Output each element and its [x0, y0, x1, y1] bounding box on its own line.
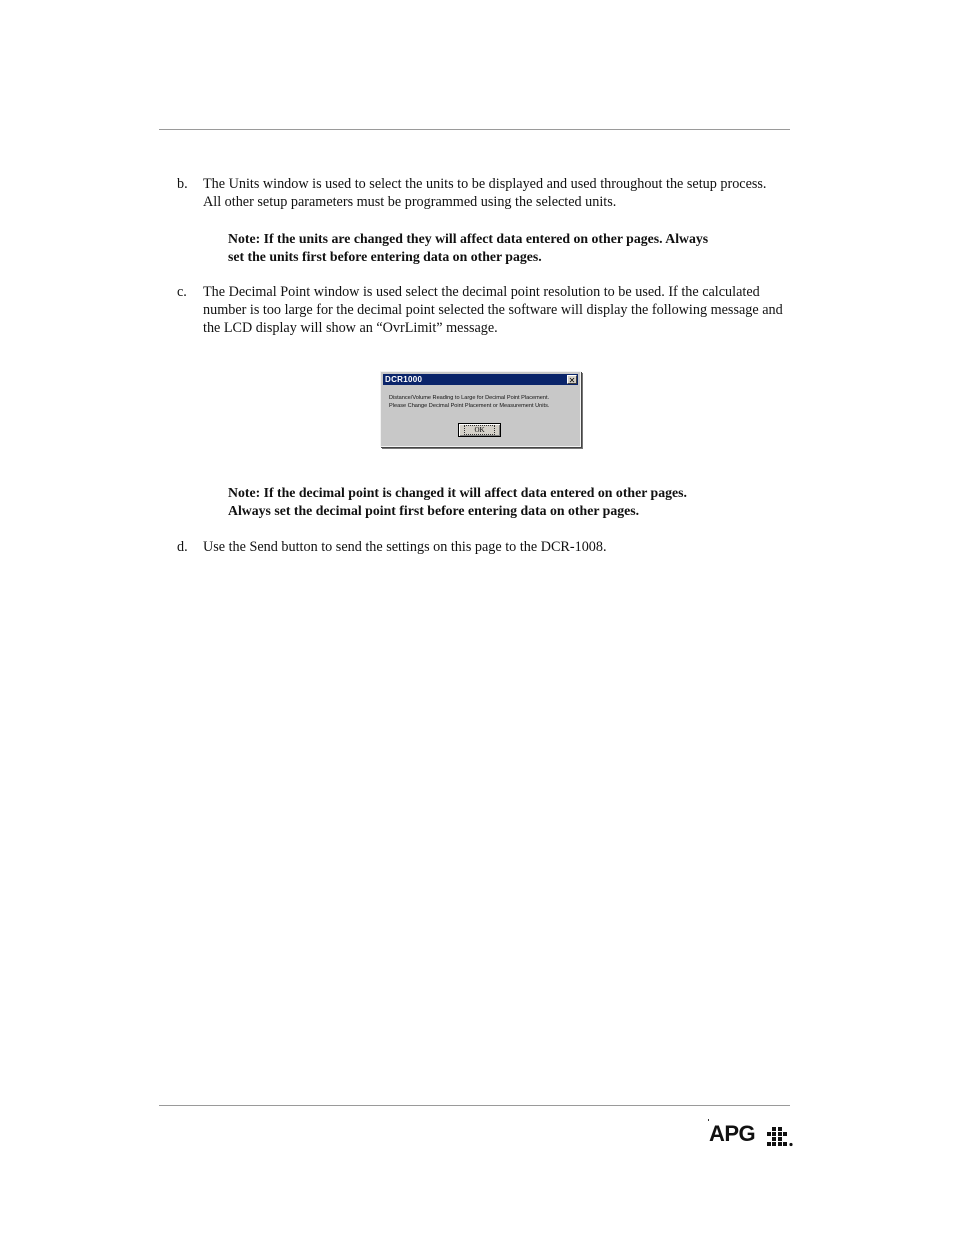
list-item-text [203, 283, 787, 337]
apg-logo [706, 1119, 798, 1149]
text-line: Use the Send button to send the settings on this page to the DCR-1008. [203, 539, 607, 555]
list-marker: c. [177, 284, 187, 300]
logo-text: APG [709, 1121, 756, 1146]
note-line: Note: If the units are changed they will affect data entered on other pages. Always [228, 231, 709, 246]
text-line: number is too large for the decimal point selected the software will display the following message and [203, 302, 783, 318]
dialog-titlebar [383, 374, 578, 385]
error-dialog [380, 371, 581, 447]
note-line: set the units first before entering data on other pages. [228, 249, 542, 264]
note-units [228, 230, 788, 266]
list-item-text [203, 538, 787, 556]
ok-button[interactable] [458, 423, 501, 437]
dialog-title: DCR1000 [385, 375, 423, 384]
text-line: All other setup parameters must be programmed using the selected units. [203, 194, 617, 210]
text-line: the LCD display will show an “OvrLimit” message. [203, 320, 498, 336]
close-icon[interactable]: ✕ [568, 376, 576, 385]
list-marker: d. [177, 539, 188, 555]
note-line: Note: If the decimal point is changed it will affect data entered on other pages. [228, 485, 687, 500]
dialog-message-line: Please Change Decimal Point Placement or Measurement Units. [389, 403, 550, 409]
dialog-message-line: Distance/Volume Reading to Large for Decimal Point Placement. [389, 395, 550, 401]
note-line: Always set the decimal point first before entering data on other pages. [228, 503, 640, 518]
header-rule [159, 129, 790, 130]
list-item-c [177, 283, 787, 337]
footer-rule [159, 1105, 790, 1106]
ok-button-label: OK [464, 425, 494, 435]
list-marker: b. [177, 176, 188, 192]
note-decimal-point [228, 484, 788, 520]
list-item-d [177, 538, 787, 556]
text-line: The Decimal Point window is used select the decimal point resolution to be used. If the calculated [203, 284, 760, 300]
list-item-text [203, 175, 787, 211]
list-item-b [177, 175, 787, 211]
text-line: The Units window is used to select the units to be displayed and used throughout the setup process. [203, 176, 767, 192]
dialog-message [389, 394, 549, 410]
logo-grid-icon [767, 1127, 797, 1147]
